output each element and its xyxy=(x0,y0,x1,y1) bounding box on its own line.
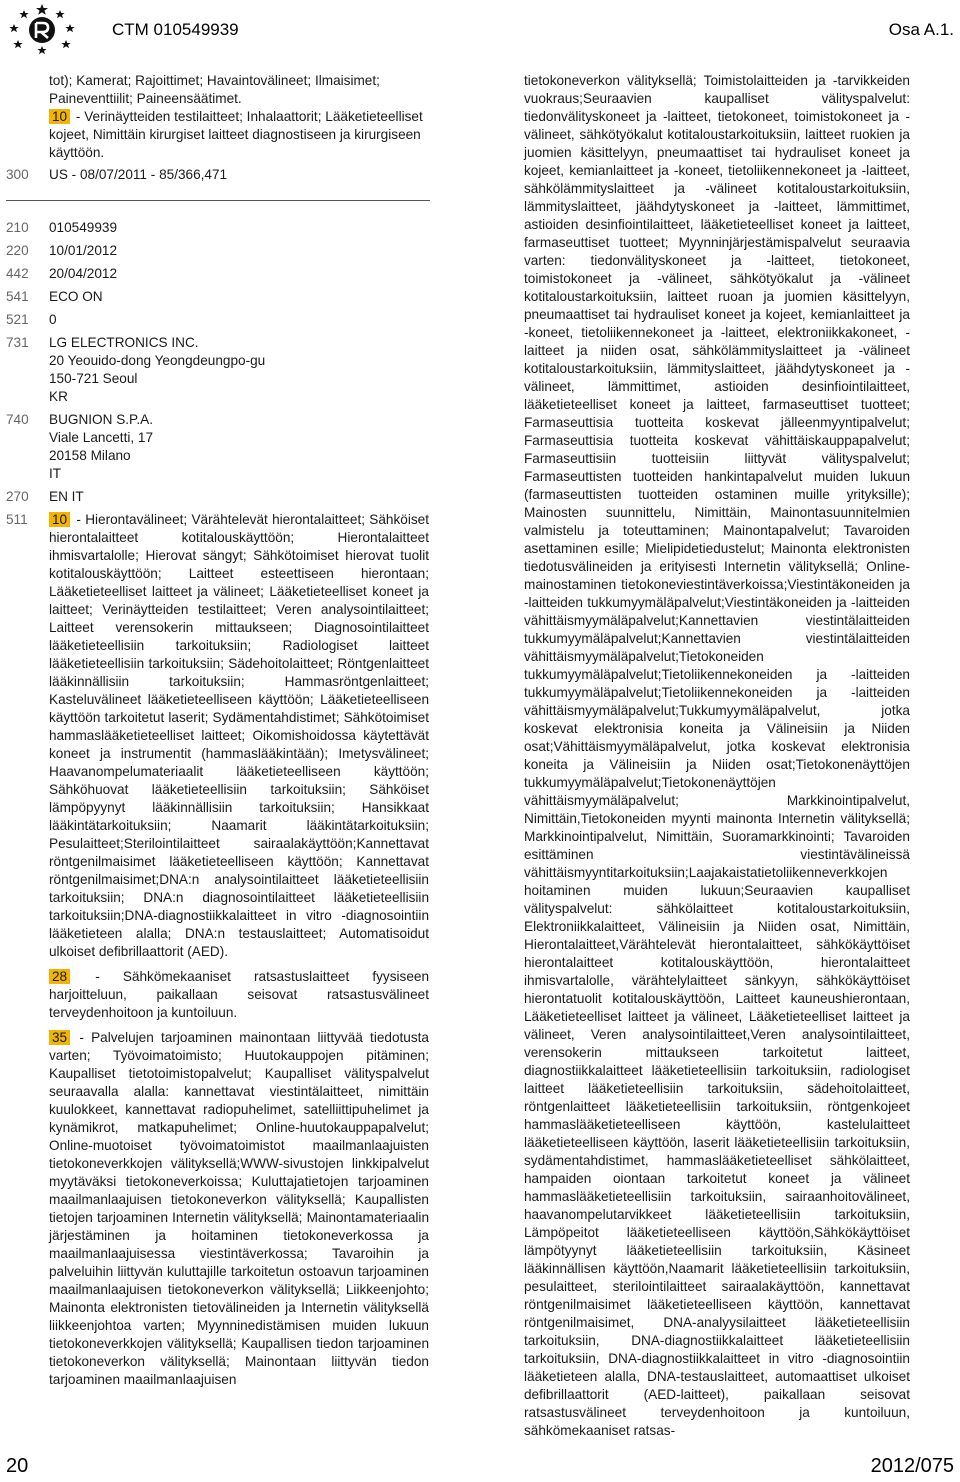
field-value: 20/04/2012 xyxy=(49,266,118,281)
representative-street: Viale Lancetti, 17 xyxy=(49,430,154,445)
field-code: 731 xyxy=(6,335,29,350)
field-code: 511 xyxy=(6,512,28,527)
previous-record-continuation: tot); Kamerat; Rajoittimet; Havaintovälineet; Ilmaisimet; Paineventtiilit; Paineensäätimet. xyxy=(49,73,380,106)
field-code: 270 xyxy=(6,489,29,504)
priority-field xyxy=(0,166,429,184)
goods-class-28 xyxy=(49,968,429,1022)
class-number-badge: 28 xyxy=(49,969,70,984)
class-number-badge: 10 xyxy=(49,109,70,124)
languages-field xyxy=(0,488,440,506)
issue-number: 2012/075 xyxy=(870,1455,954,1477)
page-header xyxy=(0,0,960,62)
goods-class-35 xyxy=(49,1029,429,1389)
class-description: - Verinäytteiden testilaitteet; Inhalaattorit; Lääketieteelliset kojeet, Nimittäin kirurgiset laitteet diagnostiseen ja kirurgiseen käyttöön. xyxy=(49,109,423,160)
field-value: 0 xyxy=(49,312,57,327)
representative-name: BUGNION S.P.A. xyxy=(49,412,153,427)
document-title: CTM 010549939 xyxy=(112,20,239,39)
applicant-city: 150-721 Seoul xyxy=(49,371,138,386)
field-value: ECO ON xyxy=(49,289,103,304)
goods-services-field xyxy=(0,511,429,1389)
applicant-street: 20 Yeouido-dong Yeongdeungpo-gu xyxy=(49,353,266,368)
representative-field xyxy=(0,411,440,483)
ohim-logo-icon xyxy=(4,2,80,58)
field-code: 521 xyxy=(6,312,29,327)
class-number-badge: 10 xyxy=(49,512,70,527)
field-code: 740 xyxy=(6,412,29,427)
goods-continuation: tietokoneverkon välityksellä; Toimistolaitteiden ja -tarvikkeiden vuokraus;Seuraavien kaupalliset välityspalvelut: tiedonvälityskoneet ja -laitteet, tietokoneet, toimistokoneet ja -välineet, sähkötyökalut kotitaloustarkoituksiin, laitteet ruokien ja juomien käsittelyyn, pneumaattiset tai hydrauliset koneet ja kojeet, kemianlaitteet ja -koneet, tietoliikennekoneet ja -laitteet, sähkölämmityslaitteet ja -välineet kotitaloustarkoituksiin, lämmityslaitteet, jäähdytyskoneet ja -laitteet, lämmittimet, astioiden desinfiointilaitteet, lääketieteelliset koneet ja laitteet, farmaseuttiset tuotteet; Myynninjärjestämispalvelut seuraavia varten: tiedonvälityskoneet ja -laitteet, tietokoneet, toimistokoneet ja -välineet, sähkötyökalut ja -välineet kotitaloustarkoituksiin, laitteet ruoan ja juomien käsittelyyn, pneumaattiset tai hydrauliset koneet ja kojeet, kemianlaitteet ja -koneet, tietoliikennekoneet ja -laitteet, elektroniikkakoneet, -laitteet ja niiden osat, sähkölämmityslaitteet ja -välineet kotitaloustarkoituksiin, lämmityslaitteet, jäähdytyskoneet ja -välineet, lämmittimet, astioiden desinfiointilaitteet, lääketieteelliset koneet ja laitteet, farmaseuttiset tuotteet; Farmaseuttisia tuotteita koskevat jälleenmyyntipalvelut; Farmaseuttisia tuotteita koskevat vähittäiskauppapalvelut; Farmaseuttisiin tuotteisiin liittyvät välityspalvelut; Farmaseuttisten tuotteiden hankintapalvelut muiden lukuun (farmaseuttisten tuotteiden ostaminen muille yrityksille); Mainosten suunnittelu, Nimittäin, Mainontasuunnitelmien valmistelu ja toteuttaminen; Mainontapalvelut; Tavaroiden asettaminen esille; Mielipidetiedustelut; Mainonta elektronisten tiedotusvälineiden ja erityisesti Internetin välityksellä; Online-mainostaminen tietokoneviestintäverkoissa;Viestintäkoneiden ja -laitteiden tukkumyymäläpalvelut;Viestintäkoneiden ja -laitteiden vähittäismyymäläpalvelut;Kannettavien viestintälaitteiden tukkumyymäläpalvelut;Kannettavien viestintälaitteiden vähittäismyymäläpalvelut;Tietokoneiden tukkumyymäläpalvelut;Tietoliikennekoneiden ja -laitteiden tukkumyymäläpalvelut;Tietoliikennekoneiden ja -laitteiden vähittäismyymäläpalvelut;Tukkumyymäläpalvelut, jotka koskevat elektronisia koneita ja Välineisiin ja Niiden osat;Vähittäismyymäläpalvelut, jotka koskevat elektronisia koneita ja Välineisiin ja Niiden osat;Tietokonenäyttöjen tukkumyymäläpalvelut;Tietokonenäyttöjen vähittäismyymäläpalvelut; Markkinointipalvelut, Nimittäin,Tietokoneiden myynti mainonta Internetin välityksellä; Markkinointipalvelut, Nimittäin, Suoramarkkinointi; Tavaroiden esittäminen viestintävälineissä vähittäismyyntitarkoituksiin;Laajakaistatietoliikenneverkkojen hoitaminen muiden lukuun;Seuraavien kaupalliset välityspalvelut: sähkölaitteet kotitaloustarkoituksiin, Elektroniikkalaitteet, Välineisiin ja Niiden osat, Nimittäin, Hierontalaitteet,Värähtelevät hierontalaitteet, sähkökäyttöiset hierontalaitteet kotitalouskäyttöön, hierontalaitteet ihmisvartalolle, värähtelylaitteet sänkyyn, sähkökäyttöiset hierontatuolit kotitalouskäyttöön, Laitteet kauneushierontaan, Lääketieteelliset laitteet ja välineet, Lääketieteelliset laitteet ja välineet, Veren analysointilaitteet,Veren analysointilaitteet, verensokerin mittaukseen tarkoitetut laitteet, diagnostiikkalaitteet lääketieteellisiin tarkoituksiin, radiologiset laitteet lääketieteellisiin tarkoituksiin, sädehoitolaitteet, röntgenlaitteet lääketieteellisiin tarkoituksiin, röntgenkojeet hammaslääketieteelliseen käyttöön, kastelulaitteet lääketieteelliseen käyttöön, laserit lääketieteellisiin tarkoituksiin, sydämentahdistimet, hammaslääketieteelliset sähkölaitteet, hampaiden oiontaan tarkoitetut koneet ja välineet hammaslääketieteellisiin tarkoituksiin, sairaanhoitovälineet, haavanompelutarvikkeet lääketieteellisiin tarkoituksiin, Lämpöpeitot lääketieteelliseen käyttöön,Sähkökäyttöiset lämpötyynyt lääketieteellisiin tarkoituksiin, Käsineet lääkinnällisen käyttöön,Naamarit lääketieteellisiin tarkoituksiin, pesulaitteet, sterilointilaitteet sairaalakäyttöön, kannettavat röntgenilmaisimet lääketieteelliseen käyttöön, kannettavat röntgenilmaisimet, DNA-analyysilaitteet lääketieteellisiin tarkoituksiin, DNA-diagnostiikkalaitteet lääketieteellisiin tarkoituksiin, DNA-diagnostiikkalaitteet in vitro -diagnosointiin lääketieteen alalla, DNA-testauslaitteet, automaattiset ulkoiset defibrillaattorit (AED-laitteet), paikallaan seisovat ratsastusvälineet terveydenhoitoon ja kuntoiluun, sähkömekaaniset ratsas- xyxy=(524,73,910,1438)
field-220 xyxy=(0,242,440,260)
field-code: 541 xyxy=(6,289,29,304)
applicant-country: KR xyxy=(49,389,68,404)
class-description: - Sähkömekaaniset ratsastuslaitteet fyysiseen harjoitteluun, paikallaan seisovat ratsastusvälineet terveydenhoitoon ja kuntoiluun. xyxy=(49,969,429,1020)
field-442 xyxy=(0,265,440,283)
field-521 xyxy=(0,311,440,329)
field-code: 210 xyxy=(6,220,29,235)
left-column xyxy=(0,72,440,1394)
field-code: 220 xyxy=(6,243,29,258)
class-number-badge: 35 xyxy=(49,1030,70,1045)
field-code: 442 xyxy=(6,266,29,281)
field-value: 10/01/2012 xyxy=(49,243,118,258)
right-column xyxy=(524,72,910,1440)
section-label: Osa A.1. xyxy=(888,20,954,39)
class-description: - Hierontavälineet; Värähtelevät hierontalaitteet; Sähköiset hierontalaitteet kotitalouskäyttöön; Hierontalaitteet ihmisvartalolle; Hierovat sängyt; Sähkötoimiset hierovat tuolit kotitalouskäyttöön; Laitteet esteettiseen hierontaan; Lääketieteelliset laitteet ja välineet; Lääketieteelliset koneet ja laitteet; Verinäytteiden testilaitteet; Veren analysointilaitteet; Laitteet verensokerin mittaukseen; Diagnosointilaitteet lääketieteellisiin tarkoituksiin; Radiologiset laitteet lääketieteellisiin tarkoituksiin; Sädehoitolaitteet; Röntgenlaitteet lääkinnällisiin tarkoituksiin; Hammasröntgenlaitteet; Kasteluvälineet lääketieteelliseen käyttöön; Lääketieteelliseen käyttöön tarkoitetut laserit; Sydämentahdistimet; Sähkötoimiset hammaslääketieteelliset laitteet; Oikomishoidossa käytettävät koneet ja instrumentit (hammaslääkintään); Imetysvälineet; Haavanompelumateriaalit lääketieteelliseen käyttöön; Sähköhuovat lääketieteellisiin tarkoituksiin; Sähköiset lämpöpyynyt lääkinnällisiin tarkoituksiin; Hansikkaat lääkintätarkoituksiin; Naamarit lääkintätarkoituksiin; Pesulaitteet;Sterilointilaitteet sairaalakäyttöön;Kannettavat röntgenilmaisimet lääketieteelliseen käyttöön; Kannettavat röntgenilmaisimet;DNA:n analysointilaitteet lääketieteellisiin tarkoituksiin; DNA:n diagnosointilaitteet lääketieteellisiin tarkoituksiin;DNA-diagnostiikkalaitteet in vitro -diagnosointiin lääketieteen alalla; DNA:n testauslaitteet; Automatisoidut ulkoiset defibrillaattorit (AED). xyxy=(49,512,429,959)
field-value: US - 08/07/2011 - 85/366,471 xyxy=(49,167,228,182)
field-541 xyxy=(0,288,440,306)
record-divider xyxy=(6,200,430,201)
field-value: EN IT xyxy=(49,489,84,504)
goods-class-10 xyxy=(49,511,429,961)
class-description: - Palvelujen tarjoaminen mainontaan liittyvää tiedotusta varten; Työvoimatoimisto; Huutokauppojen pitäminen; Kaupalliset tietotoimistopalvelut; Kaupalliset välityspalvelut seuraavalla alalla: kannettavat viestintälaitteet, nimittäin kuulokkeet, kannettavat radiopuhelimet, satelliittipuhelimet ja kynämikrot, matkapuhelimet; Online-huutokauppapalvelut; Online-muotoiset työvoimatoimistot maailmanlaajuisten tietokoneverkkojen välityksellä;WWW-sivustojen linkkipalvelut myytäväksi tietokoneverkoissa; Kuluttajatietojen tarjoaminen maailmanlaajuisen tietokoneverkon välityksellä; Kaupallisten tietojen tarjoaminen Internetin välityksellä; Mainontamateriaalin järjestäminen ja hoitaminen tietokoneverkossa ja maailmanlaajuisessa viestintäverkossa; Tavaroihin ja palveluihin liittyvän kuluttajille tarkoitetun ostoavun tarjoaminen maailmanlaajuisen tietokoneverkon välityksellä; Liikkeenjohto; Mainonta elektronisten tietovälineiden ja Internetin välityksellä liikkeenjohtoa varten; Myynninedistämisen muiden lukuun tietokoneverkkojen välityksellä; Kaupallisen tiedon tarjoaminen tietokoneverkon välityksellä; Mainontaan liittyvän tiedon tarjoaminen maailmanlaajuisen xyxy=(49,1030,429,1387)
applicant-field xyxy=(0,334,440,406)
previous-record-class10 xyxy=(0,108,429,162)
field-code: 300 xyxy=(6,167,29,182)
applicant-name: LG ELECTRONICS INC. xyxy=(49,335,199,350)
field-210 xyxy=(0,219,440,237)
representative-country: IT xyxy=(49,466,62,481)
representative-city: 20158 Milano xyxy=(49,448,131,463)
page-number: 20 xyxy=(6,1455,29,1477)
field-value: 010549939 xyxy=(49,220,118,235)
